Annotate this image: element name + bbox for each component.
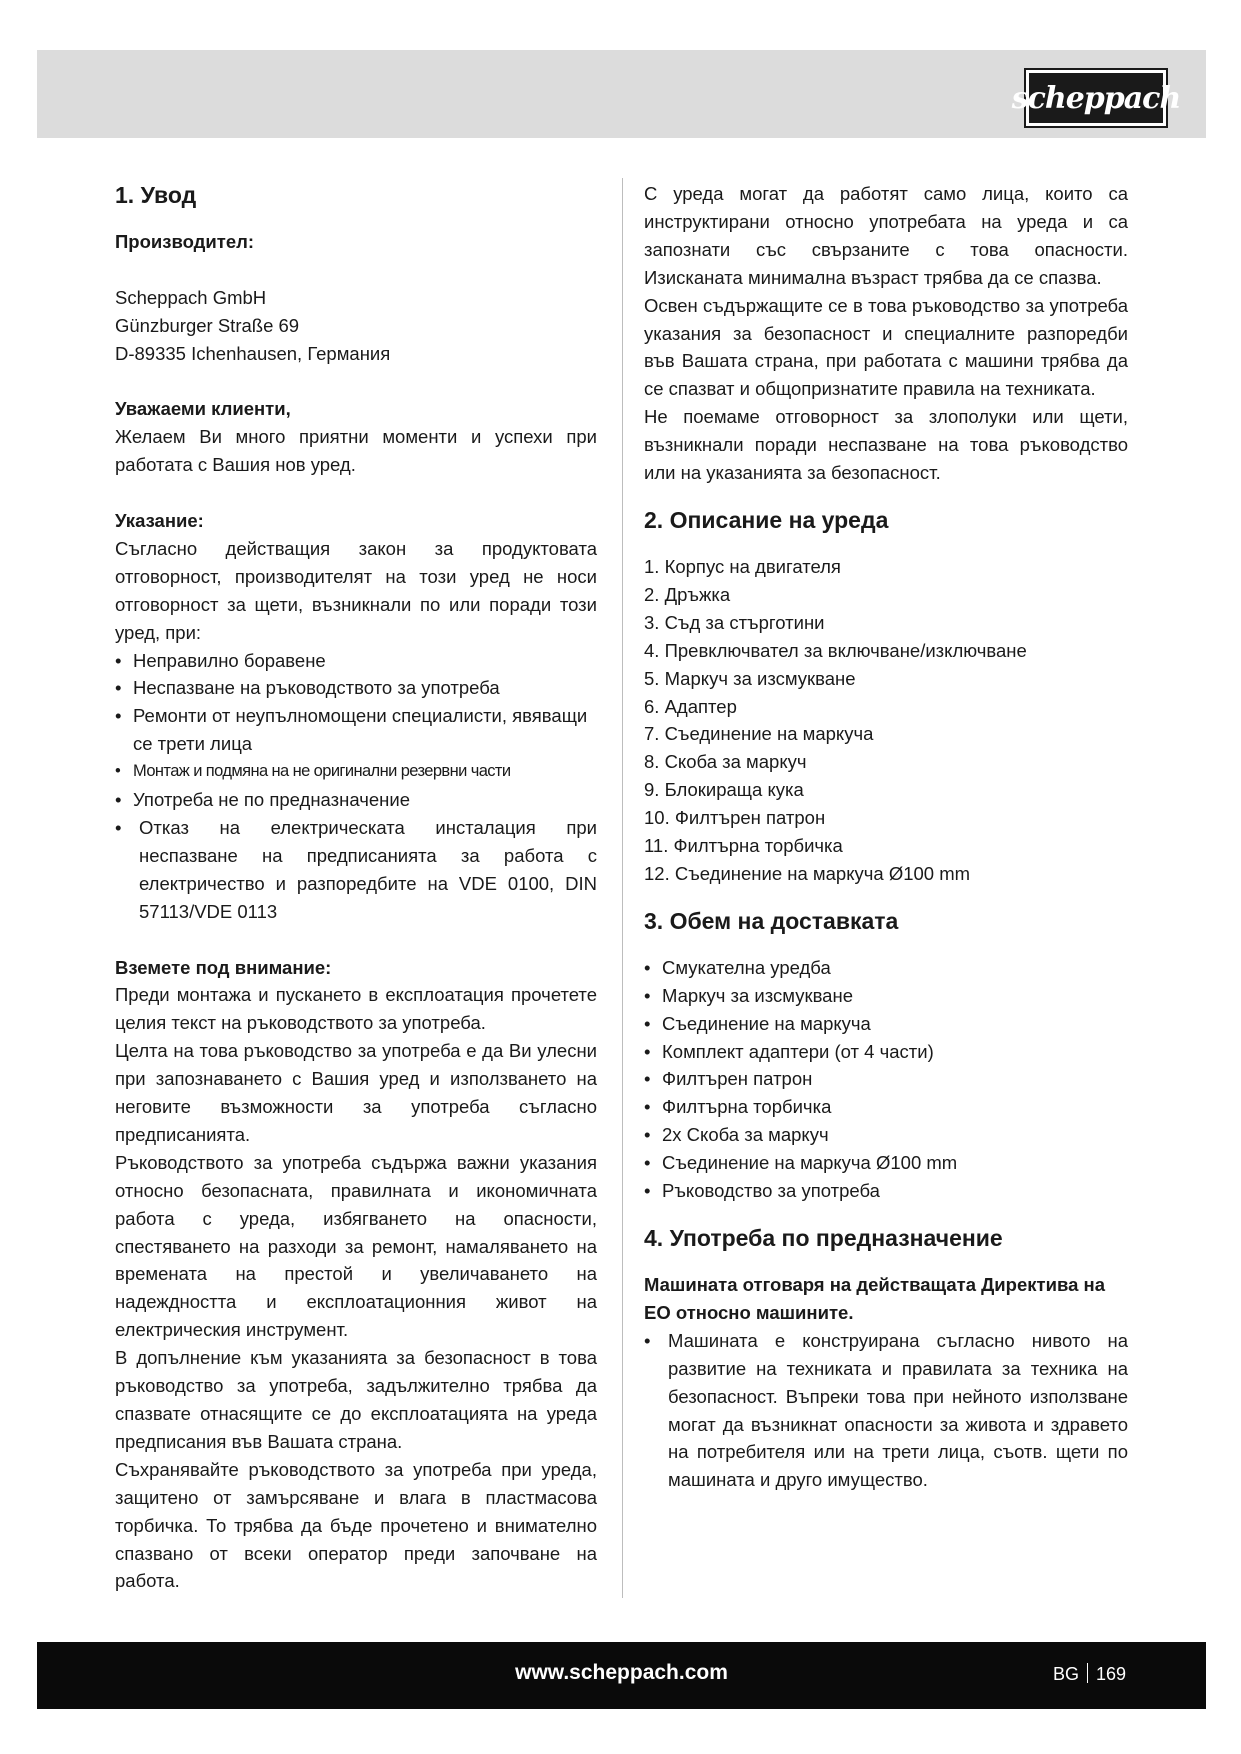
section-title-intro: 1. Увод [115, 182, 197, 208]
list-item: • Монтаж и подмяна на не оригинални резервни части [115, 758, 597, 786]
customers-label: Уважаеми клиенти, [115, 398, 291, 420]
attention-paragraph-1: Преди монтажа и пускането в експлоатация прочетете целия текст на ръководството за употреба. [115, 984, 597, 1034]
section-title-description: 2. Описание на уреда [644, 506, 889, 533]
list-item: 12. Съединение на маркуча Ø100 mm [644, 862, 971, 884]
list-item: • Машината е конструирана съгласно нивото на развитие на техниката и правилата за техника на безопасност. Въпреки това при нейното използване могат да възникнат опасности за живота и здравето на потребителя или на трети лица, съотв. щети по машината и друго имущество. [644, 1327, 1128, 1494]
attention-paragraph-3: Ръководството за употреба съдържа важни указания относно безопасната, правилната и икономичната работа с уреда, избягването на опасности, спестяването на разходи за ремонт, намаляването на времената на престой и увеличаването на надеждността и експлоатационния живот на електрическия инструмент. [115, 1151, 597, 1341]
footer-page-info [1053, 1642, 1126, 1706]
list-item: • Ремонти от неупълномощени специалисти, явяващи се трети лица [115, 702, 597, 758]
list-item: • Съединение на маркуча Ø100 mm [644, 1149, 1128, 1177]
attention-paragraph-5: Съхранявайте ръководството за употреба при уреда, защитено от замърсяване и влага в пластмасова торбичка. То трябва да бъде прочетено и внимателно спазвано от всеки оператор преди започване на работа. [115, 1458, 597, 1592]
customers-text: Желаем Ви много приятни моменти и успехи при работата с Вашия нов уред. [115, 426, 597, 476]
note-list [115, 647, 597, 814]
list-item: 2. Дръжка [644, 583, 731, 605]
safety-paragraph-3: Не поемаме отговорност за злополуки или щети, възникнали поради неспазване на това ръководство или на указанията за безопасност. [644, 406, 1128, 484]
list-item: • Комплект адаптери (от 4 части) [644, 1038, 1128, 1066]
description-list [644, 553, 1128, 888]
delivery-list [644, 954, 1128, 1205]
list-item: 8. Скоба за маркуч [644, 751, 807, 773]
list-item: 6. Адаптер [644, 695, 737, 717]
list-item: • Отказ на електрическата инсталация при неспазване на предписанията за работа с електричество и разпоредбите на VDE 0100, DIN 57113/VDE 0113 [115, 814, 597, 926]
intended-list [644, 1327, 1128, 1494]
intended-bold-text: Машината отговаря на действащата Директива на ЕО относно машините. [644, 1274, 1105, 1323]
attention-paragraph-4: В допълнение към указанията за безопасност в това ръководство за употреба, задължително трябва да спазвате отнасящите се до експлоатацията на уреда предписания във Вашата страна. [115, 1347, 597, 1452]
list-item: • Неправилно боравене [115, 647, 597, 675]
list-item: • 2x Скоба за маркуч [644, 1121, 1128, 1149]
page-number: 169 [1095, 1664, 1126, 1684]
list-item: 5. Маркуч за изсмукване [644, 667, 856, 689]
attention-label: Вземете под внимание: [115, 956, 332, 978]
list-item: • Ръководство за употреба [644, 1177, 1128, 1205]
list-item: • Съединение на маркуча [644, 1010, 1128, 1038]
address-line-1: Scheppach GmbH [115, 286, 267, 308]
attention-paragraph-2: Целта на това ръководство за употреба е да Ви улесни при запознаването с Вашия уред и използването на неговите възможности за употреба съгласно предписанията. [115, 1040, 597, 1145]
address-line-3: D-89335 Ichenhausen, Германия [115, 342, 391, 364]
right-column [644, 180, 1128, 1494]
section-title-intended-use: 4. Употреба по предназначение [644, 1225, 1003, 1251]
column-divider [622, 178, 623, 1598]
section-title-delivery: 3. Обем на доставката [644, 907, 899, 934]
list-item: • Неспазване на ръководството за употреба [115, 674, 597, 702]
manufacturer-label: Производител: [115, 231, 255, 252]
footer-url: www.scheppach.com [515, 1661, 728, 1684]
address-line-2: Günzburger Straße 69 [115, 314, 300, 336]
list-item: • Маркуч за изсмукване [644, 982, 1128, 1010]
scheppach-logo: scheppach [1026, 70, 1166, 126]
list-item: • Филтърен патрон [644, 1065, 1128, 1093]
note-label: Указание: [115, 510, 204, 532]
page-separator [1087, 1663, 1088, 1683]
list-item: 7. Съединение на маркуча [644, 723, 874, 745]
list-item: 10. Филтърен патрон [644, 807, 826, 829]
footer-band [37, 1642, 1206, 1709]
language-code: BG [1052, 1664, 1079, 1684]
note-text: Съгласно действащия закон за продуктовата отговорност, производителят на този уред не носи отговорност за щети, възникнали по или поради този уред, при: [115, 537, 597, 643]
list-item: 3. Съд за стърготини [644, 611, 825, 633]
list-item: • Смукателна уредба [644, 954, 1128, 982]
left-column [115, 180, 597, 1595]
header-band [37, 50, 1206, 138]
note-list-extended [115, 814, 597, 926]
list-item: • Употреба не по предназначение [115, 786, 597, 814]
list-item: 11. Филтърна торбичка [644, 835, 843, 857]
list-item: 4. Превключвател за включване/изключване [644, 639, 1027, 661]
list-item: 1. Корпус на двигателя [644, 555, 841, 577]
list-item: 9. Блокираща кука [644, 779, 804, 801]
safety-paragraph-1: С уреда могат да работят само лица, които са инструктирани относно употребата на уреда и са запознати със свързаните с това опасности. Изисканата минимална възраст трябва да се спазва. [644, 183, 1128, 288]
list-item: • Филтърна торбичка [644, 1093, 1128, 1121]
safety-paragraph-2: Освен съдържащите се в това ръководство за употреба указания за безопасност и специалните разпоредби във Вашата страна, при работата с машини трябва да се спазват и общопризнатите правила на техниката. [644, 294, 1128, 400]
